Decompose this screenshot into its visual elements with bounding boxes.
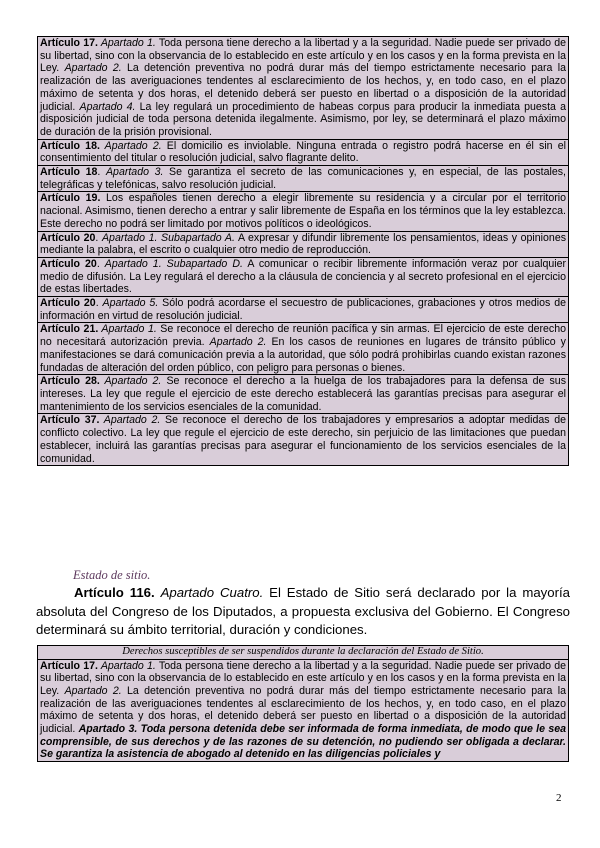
article-label: Artículo 21. bbox=[40, 323, 99, 336]
apartado-label: Apartado 1. Subapartado A. bbox=[101, 231, 235, 244]
apartado-label: Apartado 2. bbox=[99, 375, 162, 388]
article-row bbox=[38, 322, 568, 374]
apartado-label: Apartado 2. bbox=[209, 336, 267, 349]
rights-table-2 bbox=[37, 645, 569, 762]
apartado-label: Apartado 4. bbox=[79, 100, 136, 113]
article-text: A comunicar o recibir libremente información veraz por cualquier medio de difusión. La Ley regulará el derecho a la cláusula de conciencia y al secreto profesional en el ejercicio de estas libertades. bbox=[40, 257, 566, 296]
article-text: Los españoles tienen derecho a elegir libremente su residencia y a circular por el territorio nacional. Asimismo, tienen derecho a entrar y salir libremente de España en los términos que la ley establezca. Este derecho no podrá ser limitado por motivos políticos o ideológicos. bbox=[40, 192, 566, 230]
apartado-label: Apartado 1. bbox=[97, 37, 156, 49]
article-label: Artículo 19. bbox=[40, 192, 101, 205]
table-header: Derechos susceptibles de ser suspendidos durante la declaración del Estado de Sitio. bbox=[38, 646, 568, 660]
article-text: El domicilio es inviolable. Ninguna entrada o registro podrá hacerse en él sin el consentimiento del titular o resolución judicial, salvo flagrante delito. bbox=[40, 139, 566, 165]
article-text: Se reconoce el derecho de los trabajadores y empresarios a adoptar medidas de conflicto colectivo. La ley que regule el ejercicio de este derecho, sin perjuicio de las limitaciones que puedan establecer, incluirá las garantías precisas para asegurar el funcionamiento de los servicios esenciales de la comunidad. bbox=[40, 414, 567, 465]
article-text: Toda persona tiene derecho a la libertad y a la seguridad. Nadie puede ser privado de su libertad, sino con la observancia de lo establecido en este artículo y en los casos y en la forma prevista en la Ley. bbox=[40, 37, 566, 75]
article-row bbox=[38, 231, 568, 257]
apartado-ref: Apartado Cuatro. bbox=[160, 585, 264, 600]
article-text: Se reconoce el derecho a la huelga de los trabajadores para la defensa de sus intereses. La ley que regule el ejercicio de este derecho establecerá las garantías precisas para asegurar el mantenimiento de los servicios esenciales de la comunidad. bbox=[40, 375, 566, 413]
article-text: . bbox=[97, 166, 106, 179]
article-text: Sólo podrá acordarse el secuestro de publicaciones, grabaciones y otros medios de información en virtud de resolución judicial. bbox=[40, 297, 567, 322]
section-title: Estado de sitio. bbox=[73, 568, 151, 582]
article-row bbox=[38, 37, 568, 139]
article-text: A expresar y difundir libremente los pensamientos, ideas y opiniones mediante la palabra, el escrito o cualquier otro medio de reproducción. bbox=[40, 231, 567, 257]
page-number: 2 bbox=[556, 792, 562, 804]
article-text: Se garantiza el secreto de las comunicaciones y, en especial, de las postales, telegráficas y telefónicas, salvo resolución judicial. bbox=[40, 166, 566, 191]
apartado-label: Apartado 2. bbox=[64, 684, 122, 697]
article-text: . bbox=[95, 231, 102, 244]
apartado-label: Apartado 3. Toda persona detenida debe ser informada de forma inmediata, de modo que le sea comprensible, de sus derechos y de las razones de su detención, no pudiendo ser obligada a declarar. Se garantiza la asistencia de abogado al detenido en las diligencias policiales y bbox=[40, 723, 566, 761]
article-label: Artículo 37. bbox=[40, 414, 100, 427]
article-label: Artículo 17. bbox=[40, 659, 98, 672]
article-row bbox=[38, 165, 568, 191]
article-text: La detención preventiva no podrá durar más del tiempo estrictamente necesario para la realización de las averiguaciones tendentes al esclarecimiento de los hechos, y, en todo caso, en el plazo máximo de setenta y dos horas, el detenido deberá ser puesto en libertad o a disposición de la autoridad judicial. bbox=[40, 684, 566, 736]
article-text: La ley regulará un procedimiento de habeas corpus para producir la inmediata puesta a disposición judicial de toda persona detenida ilegalmente. Asimismo, por ley, se determinará el plazo máximo de duración de la prisión provisional. bbox=[40, 100, 566, 138]
section-text: El Estado de Sitio será declarado por la mayoría absoluta del Congreso de los Diputados, a propuesta exclusiva del Gobierno. El Congreso determinará su ámbito territorial, duración y condiciones. bbox=[36, 585, 570, 638]
rights-table-1 bbox=[37, 36, 569, 466]
article-text: Toda persona tiene derecho a la libertad y a la seguridad. Nadie puede ser privado de su libertad, sino con la observancia de lo establecido en este artículo y en los casos y en la forma prevista en la Ley. bbox=[40, 659, 566, 697]
article-text: La detención preventiva no podrá durar más del tiempo estrictamente necesario para la realización de las averiguaciones tendentes al esclarecimiento de los hechos, y, en todo caso, en el plazo máximo de setenta y dos horas, el detenido deberá ser puesto en libertad o a disposición de la autoridad judicial. bbox=[40, 62, 566, 113]
article-label: Artículo 18 bbox=[40, 166, 98, 179]
article-label: Artículo 20 bbox=[40, 257, 97, 270]
article-row bbox=[38, 296, 568, 322]
article-text: . bbox=[95, 297, 103, 310]
apartado-label: Apartado 1. bbox=[97, 659, 156, 672]
article-label: Artículo 28. bbox=[40, 375, 100, 388]
article-row bbox=[38, 413, 568, 465]
article-text: En los casos de reuniones en lugares de tránsito público y manifestaciones se dará comunicación previa a la autoridad, que sólo podrá prohibirlas cuando existan razones fundadas de alteración del orden público, con peligro para personas o bienes. bbox=[40, 336, 566, 374]
article-text: Se reconoce el derecho de reunión pacífica y sin armas. El ejercicio de este derecho no necesitará autorización previa. bbox=[40, 323, 566, 349]
article-label: Artículo 20 bbox=[40, 297, 96, 310]
article-label: Artículo 17. bbox=[40, 37, 98, 49]
apartado-label: Apartado 3. bbox=[105, 166, 164, 179]
apartado-label: Apartado 2. bbox=[99, 139, 162, 152]
section-body bbox=[36, 584, 570, 640]
article-text: . bbox=[96, 257, 105, 270]
article-row bbox=[38, 191, 568, 230]
article-row bbox=[38, 374, 568, 413]
apartado-label: Apartado 2. bbox=[99, 414, 161, 427]
apartado-label: Apartado 1. Subapartado D. bbox=[104, 257, 243, 270]
article-row bbox=[38, 139, 568, 165]
apartado-label: Apartado 2. bbox=[64, 62, 122, 75]
article-row bbox=[38, 257, 568, 296]
article-row bbox=[38, 660, 568, 762]
article-label: Artículo 20 bbox=[40, 231, 96, 244]
apartado-label: Apartado 1. bbox=[98, 323, 157, 336]
apartado-label: Apartado 5. bbox=[102, 297, 159, 310]
article-label: Artículo 18. bbox=[40, 139, 100, 152]
article-ref: Artículo 116. bbox=[74, 585, 155, 600]
